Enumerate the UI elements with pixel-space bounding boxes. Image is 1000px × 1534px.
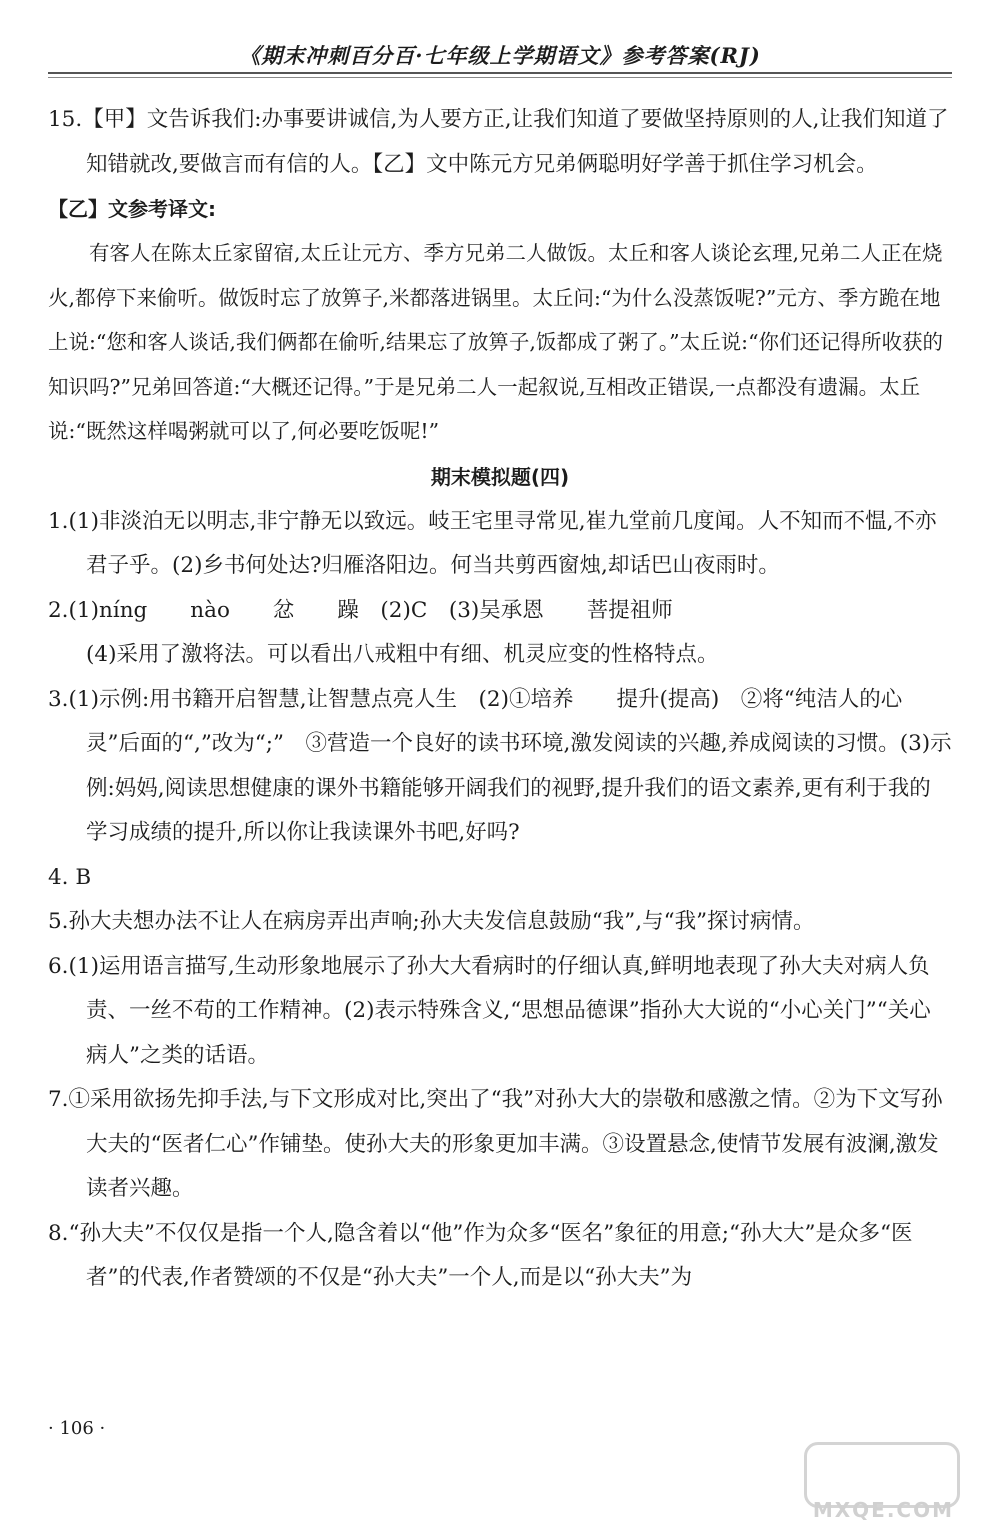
answer-15 — [48, 98, 952, 187]
translation-title: 【乙】文参考译文: — [48, 197, 216, 221]
watermark-text: MXQE.COM — [812, 1498, 954, 1522]
header-rule — [48, 72, 952, 74]
answer-4: 4. B — [48, 864, 92, 890]
answer-2-line2: (4)采用了激将法。可以看出八戒粗中有细、机灵应变的性格特点。 — [86, 642, 719, 667]
answer-15-text: 【甲】文告诉我们:办事要讲诚信,为人要方正,让我们知道了要做坚持原则的人,让我们知道了知错就改,要做言而有信的人。【乙】文中陈元方兄弟俩聪明好学善于抓住学习机会。 — [82, 107, 949, 177]
answer-15-number: 15. — [48, 107, 83, 132]
answer-2-line1: 2.(1)níng nào 忿 躁 (2)C (3)吴承恩 菩提祖师 — [48, 597, 673, 623]
section-title: 期末模拟题(四) — [430, 464, 570, 489]
page-number: · 106 · — [48, 1418, 106, 1439]
page-header: 《期末冲刺百分百·七年级上学期语文》参考答案(RJ) — [239, 43, 761, 68]
answer-5: 5.孙大夫想办法不让人在病房弄出声响;孙大夫发信息鼓励“我”,与“我”探讨病情。 — [48, 909, 815, 934]
watermark-logo — [810, 1442, 960, 1522]
answer-3: 3.(1)示例:用书籍开启智慧,让智慧点亮人生 (2)①培养 提升(提高) ②将“纯洁人的心灵”后面的“,”改为“;” ③营造一个良好的读书环境,激发阅读的兴趣,养成阅读的习惯。(3)示例:妈妈,阅读思想健康的课外书籍能够开阔我们的视野,提升我们的语文素养,更有利于我的学习成绩的提升,所以你让我读课外书吧,好吗? — [48, 686, 952, 845]
answer-8: 8.“孙大夫”不仅仅是指一个人,隐含着以“他”作为众多“医名”象征的用意;“孙大大”是众多“医者”的代表,作者赞颂的不仅是“孙大夫”一个人,而是以“孙大夫”为 — [48, 1220, 913, 1290]
page-content — [48, 98, 952, 1301]
answer-6: 6.(1)运用语言描写,生动形象地展示了孙大大看病时的仔细认真,鲜明地表现了孙大夫对病人负责、一丝不苟的工作精神。(2)表示特殊含义,“思想品德课”指孙大大说的“小心关门”“关心病人”之类的话语。 — [48, 953, 931, 1068]
header-rule-thin — [48, 77, 952, 78]
answer-1: 1.(1)非淡泊无以明志,非宁静无以致远。岐王宅里寻常见,崔九堂前几度闻。人不知而不愠,不亦君子乎。(2)乡书何处达?归雁洛阳边。何当共剪西窗烛,却话巴山夜雨时。 — [48, 508, 937, 578]
translation-text: 有客人在陈太丘家留宿,太丘让元方、季方兄弟二人做饭。太丘和客人谈论玄理,兄弟二人正在烧火,都停下来偷听。做饭时忘了放箅子,米都落进锅里。太丘问:“为什么没蒸饭呢?”元方、季方跪在地上说:“您和客人谈话,我们俩都在偷听,结果忘了放箅子,饭都成了粥了。”太丘说:“你们还记得所收获的知识吗?”兄弟回答道:“大概还记得。”于是兄弟二人一起叙说,互相改正错误,一点都没有遗漏。太丘说:“既然这样喝粥就可以了,何必要吃饭呢!” — [48, 241, 944, 443]
answer-7: 7.①采用欲扬先抑手法,与下文形成对比,突出了“我”对孙大大的崇敬和感激之情。②为下文写孙大夫的“医者仁心”作铺垫。使孙大夫的形象更加丰满。③设置悬念,使情节发展有波澜,激发读者兴趣。 — [48, 1087, 943, 1201]
